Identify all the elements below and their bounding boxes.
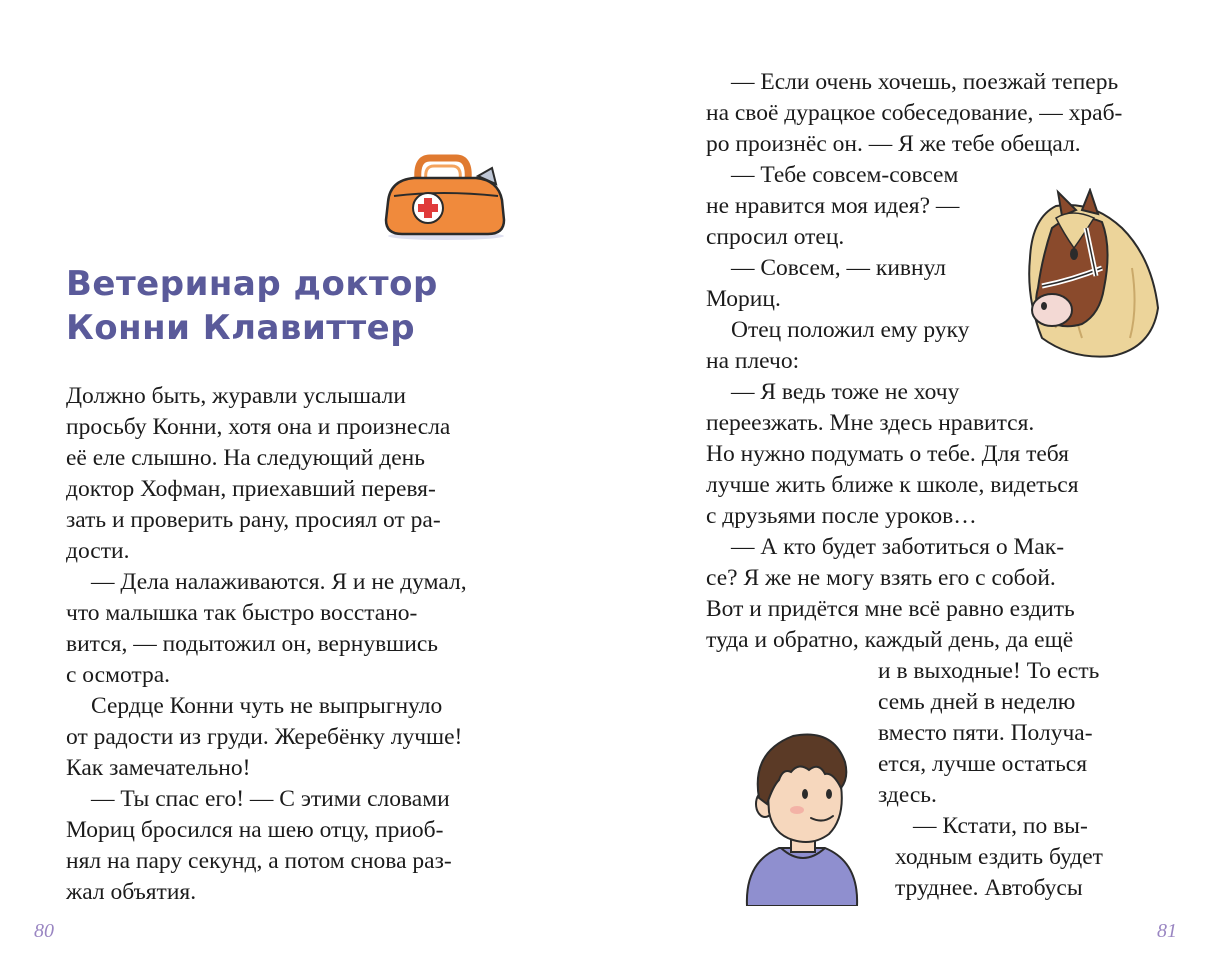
text-line: доктор Хофман, приехавший перевя- — [66, 476, 436, 502]
text-line: её еле слышно. На следующий день — [66, 445, 425, 471]
text-line: ется, лучше остаться — [878, 751, 1088, 777]
text-line: Но нужно подумать о тебе. Для тебя — [706, 441, 1069, 467]
text-line: — Тебе совсем-совсем — [731, 162, 959, 188]
chapter-title-line: Конни Клавиттер — [66, 308, 416, 348]
horse-head-icon — [1012, 188, 1162, 363]
text-line: вместо пяти. Получа- — [878, 720, 1093, 746]
text-line: жал объятия. — [66, 879, 197, 905]
vet-bag-icon — [380, 150, 510, 242]
text-line: Мориц. — [706, 286, 781, 312]
text-line: и в выходные! То есть — [878, 658, 1100, 684]
text-line: здесь. — [878, 782, 937, 808]
text-line: зать и проверить рану, просиял от ра- — [66, 507, 441, 533]
page-number: 80 — [34, 920, 54, 942]
text-line: — Кстати, по вы- — [913, 813, 1088, 839]
text-line: семь дней в неделю — [878, 689, 1076, 715]
text-line: Мориц бросился на шею отцу, приоб- — [66, 817, 444, 843]
text-line: — А кто будет заботиться о Мак- — [731, 534, 1065, 560]
text-line: нял на пару секунд, а потом снова раз- — [66, 848, 452, 874]
text-line: дости. — [66, 538, 130, 564]
text-line: с осмотра. — [66, 662, 170, 688]
boy-portrait-icon — [729, 722, 869, 906]
text-line: ро произнёс он. — Я же тебе обещал. — [706, 131, 1081, 157]
text-line: труднее. Автобусы — [895, 875, 1083, 901]
text-line: ходным ездить будет — [895, 844, 1103, 870]
text-line: — Ты спас его! — С этими словами — [91, 786, 450, 812]
text-line: спросил отец. — [706, 224, 845, 250]
text-line: на плечо: — [706, 348, 800, 374]
text-line: на своё дурацкое собеседование, — храб- — [706, 100, 1123, 126]
text-line: от радости из груди. Жеребёнку лучше! — [66, 724, 463, 750]
text-line: что малышка так быстро восстано- — [66, 600, 418, 626]
right-page — [607, 0, 1214, 979]
text-line: Как замечательно! — [66, 755, 251, 781]
text-line: вится, — подытожил он, вернувшись — [66, 631, 438, 657]
text-line: туда и обратно, каждый день, да ещё — [706, 627, 1074, 653]
chapter-title — [66, 262, 438, 350]
text-line: с друзьями после уроков… — [706, 503, 977, 529]
text-line: просьбу Конни, хотя она и произнесла — [66, 414, 451, 440]
text-line: не нравится моя идея? — — [706, 193, 960, 219]
text-line: — Я ведь тоже не хочу — [731, 379, 960, 405]
text-line: Отец положил ему руку — [731, 317, 970, 343]
text-line: — Дела налаживаются. Я и не думал, — [91, 569, 467, 595]
text-line: Сердце Конни чуть не выпрыгнуло — [91, 693, 443, 719]
text-line: переезжать. Мне здесь нравится. — [706, 410, 1035, 436]
page-number: 81 — [1157, 920, 1177, 942]
text-line: Должно быть, журавли услышали — [66, 383, 406, 409]
text-line: се? Я же не могу взять его с собой. — [706, 565, 1056, 591]
chapter-title-line: Ветеринар доктор — [66, 264, 438, 304]
text-line: — Совсем, — кивнул — [731, 255, 947, 281]
text-line: — Если очень хочешь, поезжай теперь — [731, 69, 1119, 95]
text-line: Вот и придётся мне всё равно ездить — [706, 596, 1075, 622]
text-line: лучше жить ближе к школе, видеться — [706, 472, 1079, 498]
